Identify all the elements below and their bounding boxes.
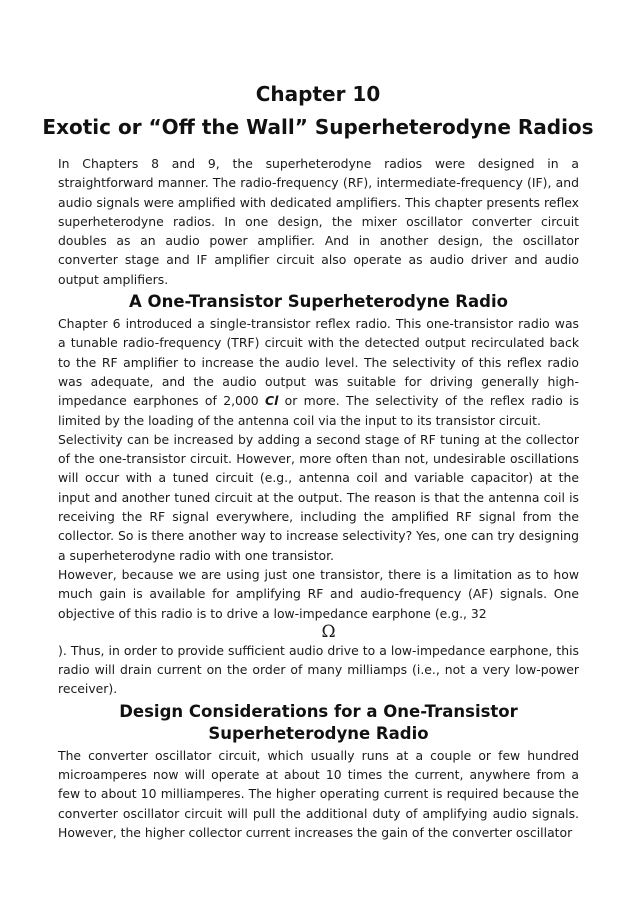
section1-paragraph-3: However, because we are using just one transistor, there is a limitation as to how much gain is available for amplifying RF and audio-frequency (AF) signals. One objective of this radio is to drive a low-impedance earphone (e.g., 32 [58,566,579,621]
section2-paragraph-1: The converter oscillator circuit, which usually runs at a couple or few hundred microamperes now will operate at about 10 times the current, anywhere from a few to about 10 milliamperes. The higher operating current is required because the converter oscillator circuit will pull the additional duty of amplifying audio signals. However, the higher collector current increases the gain of the converter oscillator [58,747,579,840]
section1-p1-text-a: Chapter 6 introduced a single-transistor reflex radio. This one-transistor radio was a tunable radio-frequency (TRF) circuit with the detected output recirculated back to the RF amplifier to increase the audio level. The selectivity of this reflex radio was adequate, and the audio output was suitable for driving generally high-impedance earphones of 2,000 [58,316,579,409]
section1-p1-text-b: or more. The selectivity of the reflex radio is limited by the loading of the antenna coil via the input to its transistor circuit. [58,393,579,428]
impedance-symbol: Cl [265,393,279,409]
section-heading-one-transistor: A One-Transistor Superheterodyne Radio [129,292,508,312]
section2-heading-line2: Superheterodyne Radio [208,723,429,743]
page-body [58,154,579,842]
chapter-heading [40,80,596,142]
chapter-title: Exotic or “Off the Wall” Superheterodyne Radios [42,115,594,139]
omega-symbol: Ω [321,621,336,642]
section1-paragraph-1 [58,314,579,430]
section-heading-design-considerations [58,701,579,745]
chapter-number: Chapter 10 [255,82,381,106]
intro-paragraph: In Chapters 8 and 9, the superheterodyne radios were designed in a straightforward manner. The radio-frequency (RF), intermediate-frequency (IF), and audio signals were amplified with dedicated amplifiers. This chapter presents reflex superheterodyne radios. In one design, the mixer oscillator converter circuit doubles as an audio power amplifier. And in another design, the oscillator converter stage and IF amplifier circuit also operate as audio driver and audio output amplifiers. [58,156,579,287]
section2-heading-line1: Design Considerations for a One-Transistor [119,701,518,721]
section1-paragraph-2: Selectivity can be increased by adding a second stage of RF tuning at the collector of the one-transistor circuit. However, more often than not, undesirable oscillations will occur with a tuned circuit (e.g., antenna coil and variable capacitor) at the input and another tuned circuit at the output. The reason is that the antenna coil is receiving the RF signal everywhere, including the amplified RF signal from the collector. So is there another way to increase selectivity? Yes, one can try designing a superheterodyne radio with one transistor. [58,431,579,563]
section1-paragraph-4: ). Thus, in order to provide sufficient audio drive to a low-impedance earphone, this radio will drain current on the order of many milliamps (i.e., not a very low-power receiver). [58,642,579,697]
